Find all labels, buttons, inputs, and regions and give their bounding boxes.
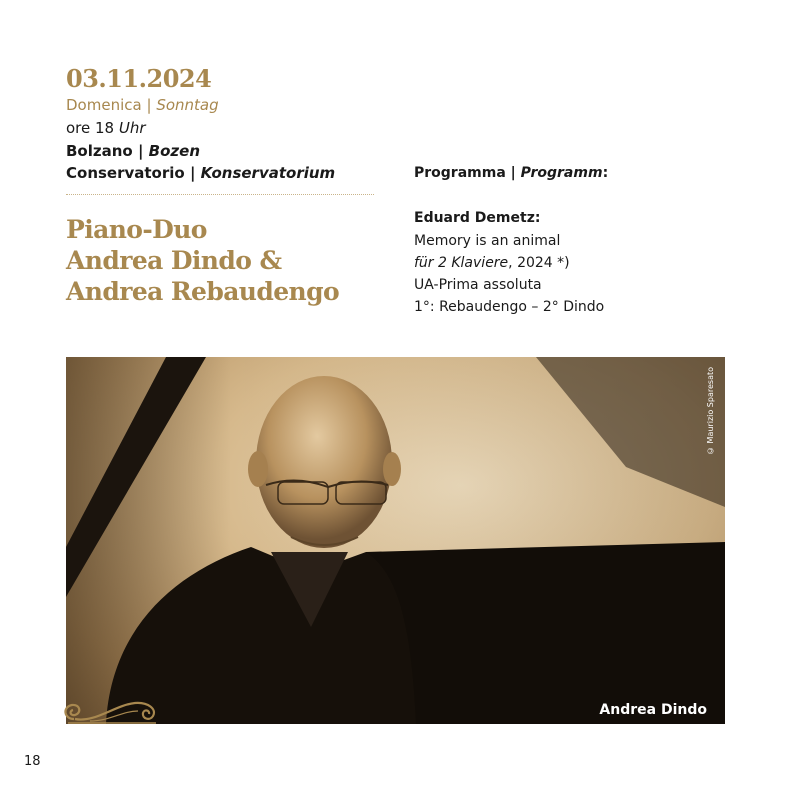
instrumentation: für 2 Klaviere [414, 255, 509, 271]
performers: 1°: Rebaudengo – 2° Dindo [414, 299, 605, 315]
flourish-ornament [60, 693, 162, 729]
instrumentation-line [414, 252, 570, 274]
concert-title [66, 214, 339, 307]
premiere-note: UA-Prima assoluta [414, 277, 542, 293]
event-city [66, 140, 200, 163]
event-time [66, 117, 146, 140]
programme-heading-german: Programm [520, 165, 603, 181]
programme-heading-colon: : [602, 165, 609, 181]
work-title: Memory is an animal [414, 233, 561, 249]
title-line-3: Andrea Rebaudengo [66, 277, 340, 306]
photo-credit: © Maurizio Sparesato [706, 367, 715, 455]
photo-caption: Andrea Dindo [599, 702, 707, 718]
event-venue [66, 162, 335, 185]
work-year: , 2024 *) [508, 255, 570, 271]
dotted-divider [66, 194, 374, 195]
composer: Eduard Demetz: [414, 210, 541, 226]
city-german: Bozen [148, 142, 200, 160]
day-italian: Domenica [66, 96, 142, 114]
time-german: Uhr [118, 119, 146, 137]
programme-heading-italian: Programma [414, 165, 506, 181]
venue-german: Konservatorium [200, 164, 336, 182]
event-day [66, 94, 219, 117]
programme-heading-separator: | [510, 165, 516, 181]
city-separator: | [137, 142, 144, 160]
venue-italian: Conservatorio [66, 164, 185, 182]
time-italian: ore 18 [66, 119, 115, 137]
title-line-1: Piano-Duo [66, 215, 207, 244]
page-number: 18 [24, 754, 41, 769]
title-line-2: Andrea Dindo & [66, 246, 282, 275]
venue-separator: | [189, 164, 196, 182]
city-italian: Bolzano [66, 142, 133, 160]
day-separator: | [146, 96, 152, 114]
pianist-illustration [66, 357, 725, 724]
event-date: 03.11.2024 [66, 64, 212, 93]
programme-heading [414, 162, 608, 184]
day-german: Sonntag [156, 96, 219, 114]
pianist-photo [66, 357, 725, 724]
